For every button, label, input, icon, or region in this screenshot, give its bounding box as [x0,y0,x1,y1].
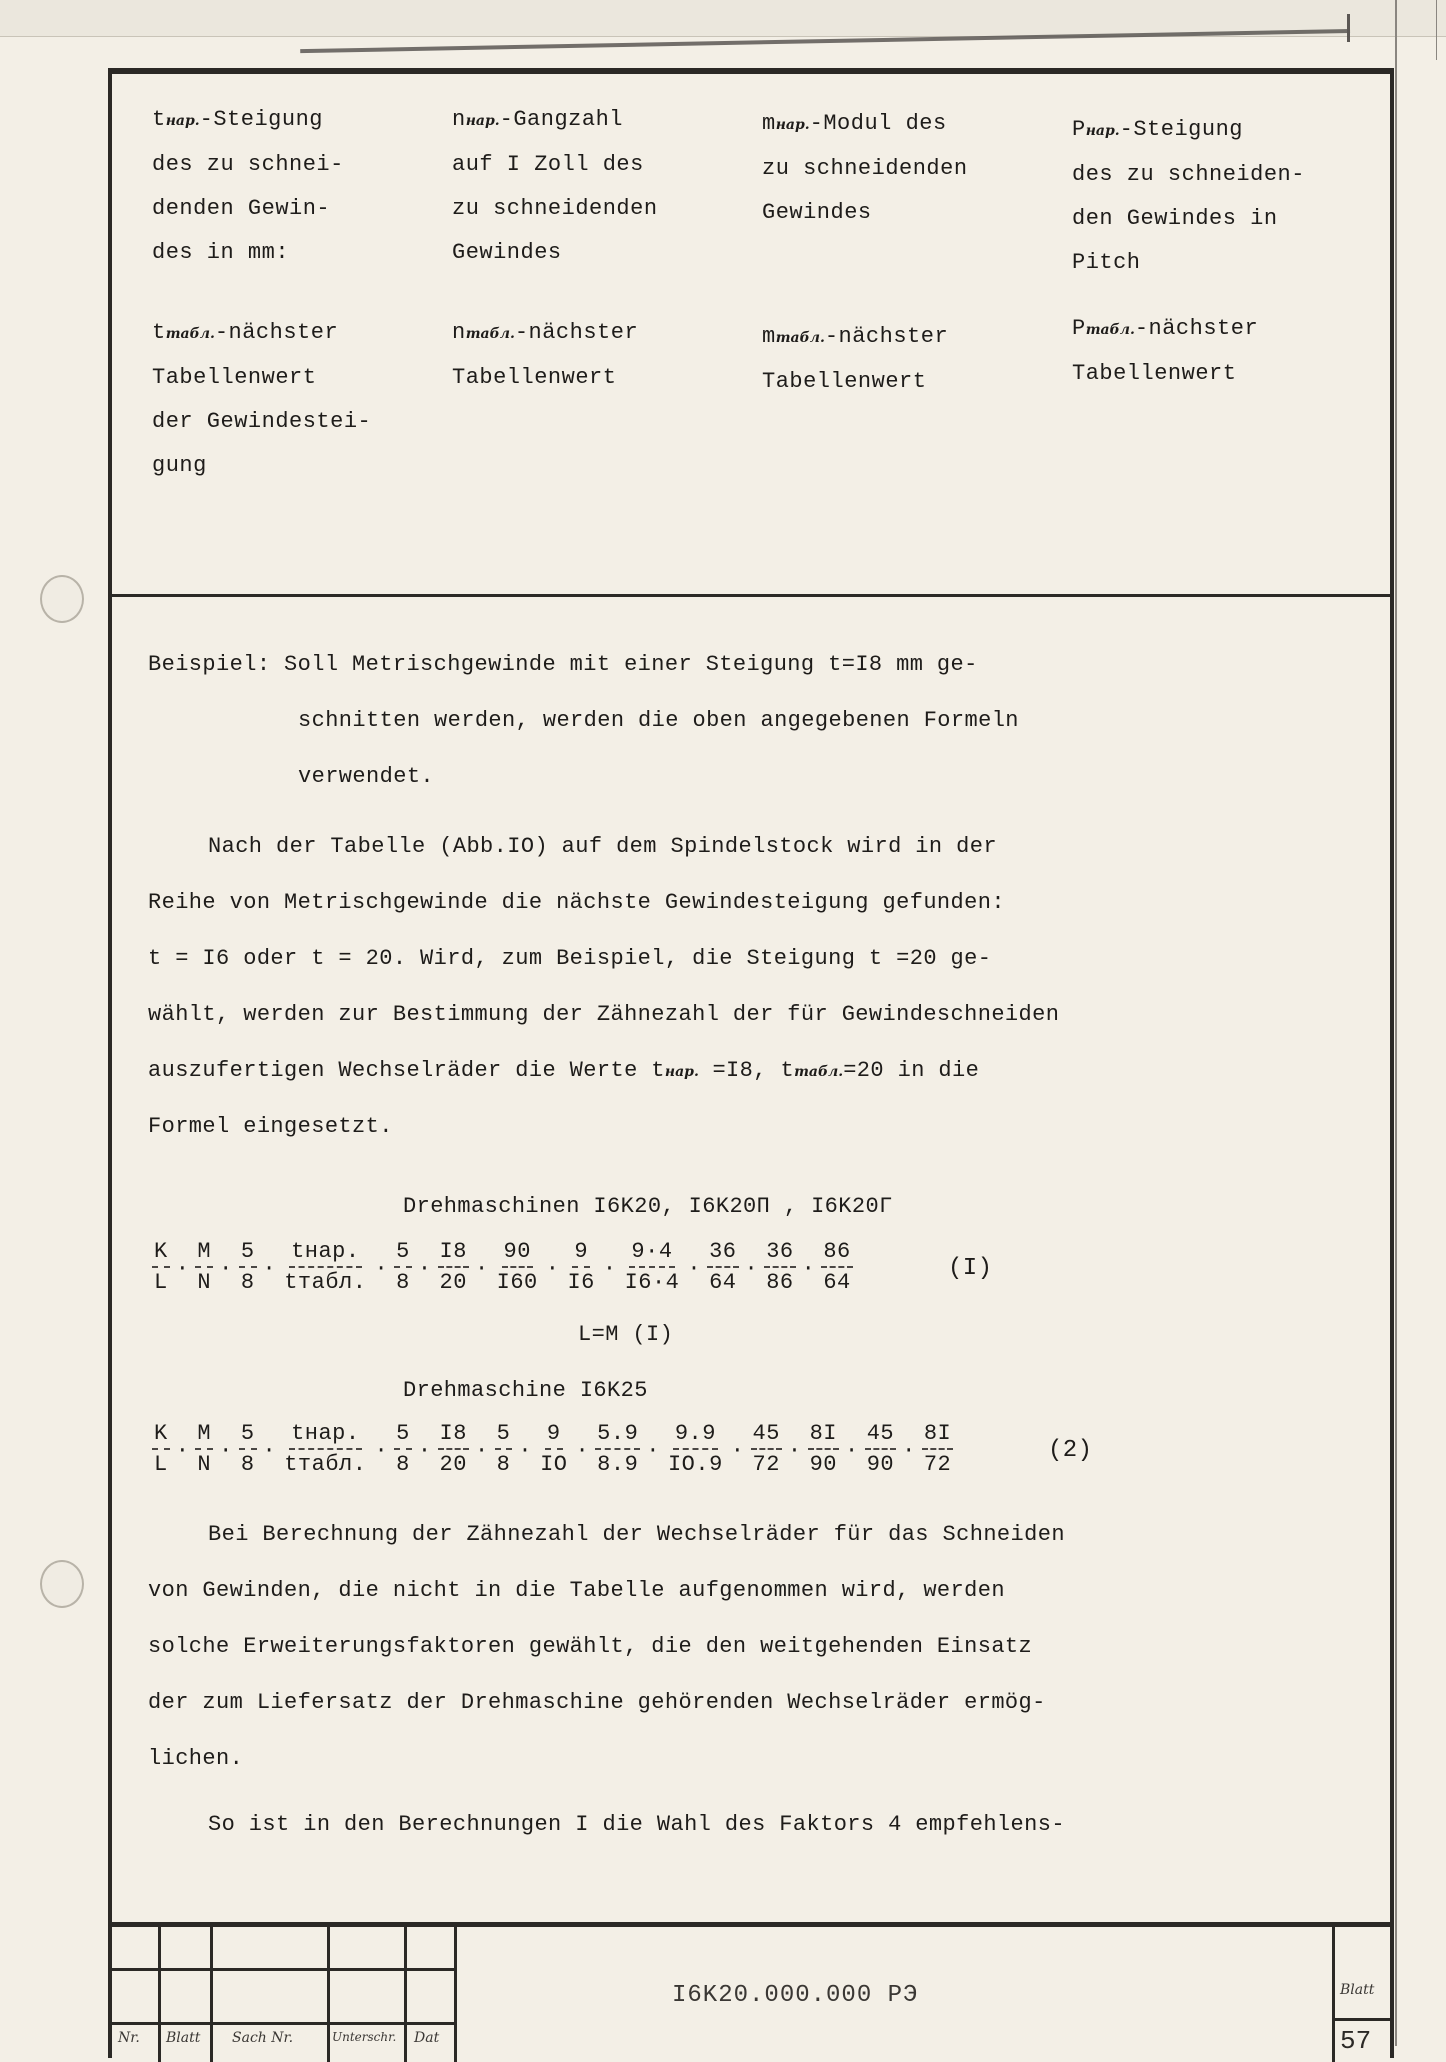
fraction [865,1420,896,1480]
page-edge-line [1436,0,1437,60]
subscript: нар. [664,1064,699,1080]
fraction [565,1238,596,1298]
fraction-numerator: I8 [438,1420,469,1450]
fraction [438,1238,469,1298]
title-block-divider [404,1922,407,2062]
legend-def-p-table [1072,307,1382,396]
fraction-denominator: tтабл. [284,1452,367,1477]
symbol: t [152,107,166,132]
multiply-dot: · [730,1437,745,1463]
symbol: n [452,107,466,132]
legend-text: des zu schnei- [152,152,344,177]
legend-text: -Gangzahl [499,107,623,132]
multiply-dot: · [374,1255,389,1281]
fraction [666,1420,725,1480]
legend-def-t-table [152,311,442,488]
fraction-denominator: 20 [439,1452,467,1477]
fraction [922,1420,953,1480]
text-line: schnitten werden, werden die oben angegebenen Formeln [298,708,1019,733]
multiply-dot: · [219,1255,233,1281]
multiply-dot: · [845,1437,859,1463]
title-block-row-line [112,1968,454,1971]
fraction [595,1420,640,1480]
subscript: табл. [794,1064,844,1080]
legend-text: denden Gewin- [152,196,331,221]
multiply-dot: · [175,1255,190,1281]
fraction [282,1420,368,1480]
fraction-denominator: I60 [496,1270,538,1295]
text-line: der zum Liefersatz der Drehmaschine gehörenden Wechselräder ermög- [148,1690,1046,1715]
symbol: m [762,111,776,136]
fraction [438,1420,469,1480]
multiply-dot: · [787,1437,802,1463]
multiply-dot: · [602,1255,617,1281]
fraction [239,1420,257,1480]
fraction-denominator: I6·4 [624,1270,680,1295]
fraction-denominator: 72 [923,1452,952,1477]
subscript: нар. [465,113,500,129]
example-label: Beispiel: [148,652,271,677]
multiply-dot: · [801,1255,816,1281]
fraction-numerator: 5 [495,1420,513,1450]
fraction [764,1238,795,1298]
fraction-numerator: 8I [808,1420,839,1450]
fraction [152,1238,170,1298]
subscript: нар. [775,117,810,133]
fraction-numerator: 45 [865,1420,896,1450]
legend-text: Tabellenwert [152,365,317,390]
title-block-divider [210,1922,213,2062]
multiply-dot: · [687,1255,702,1281]
fraction-denominator: 72 [752,1452,780,1477]
fraction [394,1238,412,1298]
title-block-label-sach-nr: Sach Nr. [232,2030,294,2046]
multiply-dot: · [374,1437,389,1463]
legend-text: Tabellenwert [762,369,927,394]
legend-text: Pitch [1072,250,1141,275]
fraction-numerator: K [152,1238,170,1268]
multiply-dot: · [219,1437,233,1463]
multiply-dot: · [575,1437,590,1463]
text-line: Soll Metrischgewinde mit einer Steigung t=I8 mm ge- [284,652,978,677]
subscript: табл. [165,326,215,342]
fraction-numerator: tнар. [289,1420,362,1450]
legend-text: des zu schneiden- [1072,162,1305,187]
title-block-label-blatt: Blatt [166,2030,201,2046]
document-number: I6K20.000.000 РЭ [672,1982,919,2009]
fraction [282,1238,368,1298]
page-frame [108,68,1394,2058]
fraction-denominator: 90 [866,1452,895,1477]
page-edge-line [1395,0,1397,2046]
multiply-dot: · [902,1437,916,1463]
text-line: Bei Berechnung der Zähnezahl der Wechselräder für das Schneiden [208,1522,1065,1547]
fraction [394,1420,412,1480]
fraction-denominator: 86 [766,1270,794,1295]
legend-def-m-current [762,102,1062,235]
multiply-dot: · [474,1437,489,1463]
legend-def-n-table [452,311,752,400]
fraction-denominator: IO [540,1452,568,1477]
fraction-numerator: 5 [394,1238,412,1268]
fraction-numerator: 90 [502,1238,533,1268]
text-fragment: auszufertigen Wechselräder die Werte t [148,1058,665,1083]
legend-text: der Gewindestei- [152,409,372,434]
underlying-sheet-corner [1347,14,1350,42]
fraction-numerator: 9 [545,1420,563,1450]
multiply-dot: · [417,1255,432,1281]
subscript: табл. [465,326,515,342]
text-line: wählt, werden zur Bestimmung der Zähnezahl der für Gewindeschneiden [148,1002,1060,1027]
formula1 [148,1238,857,1298]
legend-text: des in mm: [152,240,290,265]
legend-text: Gewindes [762,200,872,225]
legend-text: -nächster [514,320,639,345]
legend-def-t-current [152,98,442,275]
title-block-border [112,1922,1390,1927]
fraction-denominator: IO.9 [667,1452,723,1477]
fraction-numerator: 8I [922,1420,953,1450]
multiply-dot: · [744,1255,759,1281]
symbol: m [762,324,776,349]
legend-text: -nächster [1134,316,1259,341]
punch-hole [40,575,84,623]
formula1-heading: Drehmaschinen I6K20, I6K20П , I6K20Г [403,1194,893,1219]
fraction-denominator: 8 [240,1270,255,1295]
fraction-denominator: 8.9 [597,1452,639,1477]
fraction-numerator: 45 [751,1420,782,1450]
fraction-numerator: M [195,1238,213,1268]
legend-text: -nächster [824,324,949,349]
section-divider [112,594,1390,597]
title-block [112,1922,1390,2062]
subscript: нар. [165,113,200,129]
fraction-denominator: tтабл. [284,1270,367,1295]
legend-text: Tabellenwert [1072,361,1237,386]
fraction-denominator: 20 [439,1270,467,1295]
fraction-numerator: 86 [821,1238,852,1268]
sheet-number: 57 [1340,2026,1372,2056]
fraction [495,1420,513,1480]
title-block-label-nr: Nr. [118,2030,140,2046]
legend-def-p-current [1072,108,1382,285]
legend-text: gung [152,453,207,478]
multiply-dot: · [417,1437,432,1463]
title-block-divider [454,1922,457,2062]
legend-text: -Steigung [1119,117,1243,142]
text-line: verwendet. [298,764,435,789]
legend-column-n [452,98,752,400]
text-line: Reihe von Metrischgewinde die nächste Gewindesteigung gefunden: [148,890,1005,915]
formula2-label: (2) [1048,1437,1093,1464]
fraction [152,1420,170,1480]
fraction-denominator: 8 [496,1452,511,1477]
text-line: solche Erweiterungsfaktoren gewählt, die den weitgehenden Einsatz [148,1634,1033,1659]
symbol: P [1072,117,1086,142]
fraction-denominator: 8 [396,1452,410,1477]
text-line: t = I6 oder t = 20. Wird, zum Beispiel, die Steigung t =20 ge- [148,946,992,971]
fraction-denominator: I6 [567,1270,595,1295]
text-fragment: =20 in die [843,1058,980,1083]
punch-hole [40,1560,84,1608]
text-line: So ist in den Berechnungen I die Wahl des Faktors 4 empfehlens- [208,1812,1065,1837]
fraction-numerator: I8 [438,1238,469,1268]
formula2-heading: Drehmaschine I6K25 [403,1378,648,1403]
fraction-denominator: 8 [240,1452,255,1477]
fraction [808,1420,839,1480]
legend-def-m-table [762,315,1062,404]
title-block-divider [158,1922,161,2062]
fraction-denominator: N [197,1270,212,1295]
formula2-fractions [148,1420,957,1480]
fraction-denominator: 64 [709,1270,737,1295]
fraction [821,1238,852,1298]
fraction-denominator: N [197,1452,212,1477]
fraction [239,1238,257,1298]
symbol-legend [112,74,1390,594]
fraction [751,1420,782,1480]
formula2 [148,1420,957,1480]
fraction-numerator: 9·4 [629,1238,674,1268]
text-line: lichen. [148,1746,244,1771]
symbol: t [152,320,166,345]
legend-column-m [762,102,1062,404]
multiply-dot: · [262,1255,277,1281]
fraction-denominator: L [154,1270,168,1295]
text-fragment: =I8, t [698,1058,795,1083]
fraction-denominator: L [154,1452,168,1477]
fraction [195,1420,213,1480]
fraction-numerator: K [152,1420,170,1450]
fraction-numerator: 5 [239,1420,257,1450]
title-block-row-line [112,2022,454,2025]
legend-text: Gewindes [452,240,562,265]
fraction-denominator: 8 [396,1270,410,1295]
legend-text: -nächster [214,320,339,345]
fraction-numerator: 9.9 [673,1420,718,1450]
legend-column-p [1072,108,1382,396]
legend-text: -Modul des [809,111,947,136]
multiply-dot: · [262,1437,277,1463]
subscript: табл. [1085,322,1135,338]
title-block-label-unterschrift: Unterschr. [332,2030,397,2044]
title-block-row-line [1332,2018,1390,2021]
multiply-dot: · [646,1437,660,1463]
subscript: табл. [775,330,825,346]
fraction [707,1238,738,1298]
title-block-divider [327,1922,330,2062]
formula1-fractions [148,1238,857,1298]
fraction [623,1238,682,1298]
legend-text: auf I Zoll des [452,152,644,177]
fraction-denominator: 90 [809,1452,838,1477]
legend-text: -Steigung [199,107,323,132]
fraction-numerator: 36 [707,1238,738,1268]
legend-column-t [152,98,442,488]
legend-text: zu schneidenden [762,156,968,181]
legend-def-n-current [452,98,752,275]
fraction-numerator: 5 [239,1238,257,1268]
subscript: нар. [1085,123,1120,139]
example-first-line [148,650,978,680]
fraction-numerator: 5.9 [595,1420,640,1450]
text-line-with-subscripts [148,1056,979,1087]
fraction-numerator: M [195,1420,213,1450]
sheet-label: Blatt [1340,1982,1375,1998]
fraction [538,1420,569,1480]
formula1-note: L=M (I) [578,1322,674,1347]
text-line: Formel eingesetzt. [148,1114,393,1139]
legend-text: zu schneidenden [452,196,658,221]
text-line: Nach der Tabelle (Abb.IO) auf dem Spindelstock wird in der [208,834,997,859]
formula1-label: (I) [948,1255,993,1282]
legend-text: Tabellenwert [452,365,617,390]
title-block-label-datum: Dat [414,2030,440,2046]
symbol: P [1072,316,1086,341]
fraction-numerator: 36 [764,1238,795,1268]
fraction [195,1238,213,1298]
multiply-dot: · [175,1437,190,1463]
multiply-dot: · [518,1437,533,1463]
fraction-numerator: 9 [572,1238,590,1268]
fraction-denominator: 64 [823,1270,851,1295]
multiply-dot: · [545,1255,560,1281]
text-line: von Gewinden, die nicht in die Tabelle aufgenommen wird, werden [148,1578,1005,1603]
multiply-dot: · [474,1255,489,1281]
title-block-divider [1332,1922,1335,2062]
fraction-numerator: tнар. [289,1238,362,1268]
legend-text: den Gewindes in [1072,206,1278,231]
fraction [495,1238,540,1298]
fraction-numerator: 5 [394,1420,412,1450]
symbol: n [452,320,466,345]
